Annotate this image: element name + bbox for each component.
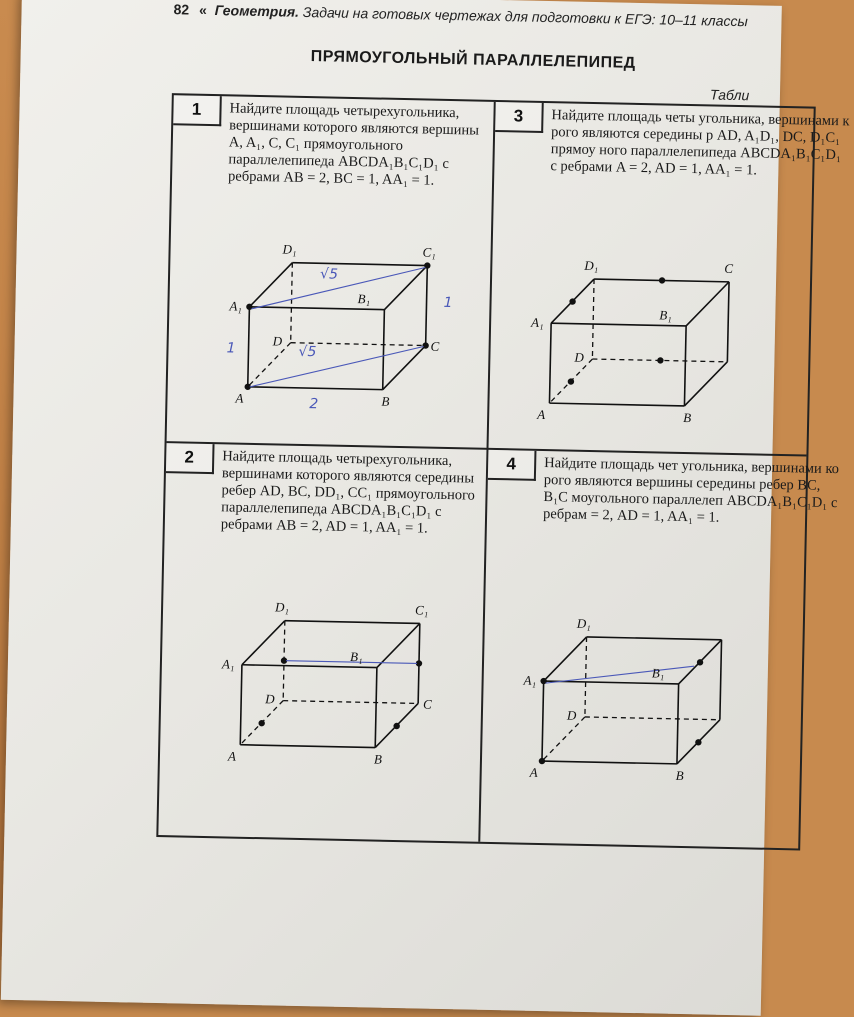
handwritten-diagonals bbox=[250, 264, 426, 391]
problem-number: 1 bbox=[173, 95, 222, 126]
vertex-label: A₁ bbox=[523, 672, 537, 688]
vertex-label: D₁ bbox=[282, 241, 297, 257]
parallelepiped-figure bbox=[220, 594, 464, 774]
vertex-label: C bbox=[422, 696, 432, 712]
vertex-label: B bbox=[675, 767, 684, 784]
vertex-label: A₁ bbox=[229, 298, 243, 314]
vertex-label: D bbox=[566, 707, 577, 723]
vertex-label: B bbox=[683, 409, 692, 426]
book-page bbox=[1, 0, 850, 1016]
vertex-label: D₁ bbox=[274, 599, 290, 615]
handwritten-note: 1 bbox=[443, 294, 453, 312]
vertex-label: B₁ bbox=[349, 649, 363, 665]
vertex-label: B₁ bbox=[651, 665, 665, 681]
vertex-label: B₁ bbox=[357, 291, 371, 307]
vertex-label: D₁ bbox=[584, 257, 599, 274]
parallelepiped-figure bbox=[227, 236, 471, 416]
vertex-label: C bbox=[724, 260, 734, 276]
vertex-label: D bbox=[574, 349, 584, 365]
parallelepiped-figure bbox=[529, 253, 773, 433]
vertex-label: B bbox=[373, 751, 383, 767]
vertex-label: A bbox=[537, 406, 546, 423]
running-header bbox=[173, 1, 747, 29]
header-subject: Геометрия. bbox=[214, 2, 300, 20]
handwritten-note: 1 bbox=[226, 340, 236, 357]
vertex-label: A bbox=[227, 748, 237, 764]
vertex-label: A bbox=[529, 764, 538, 780]
problem-4 bbox=[480, 450, 840, 849]
vertex-label: C₁ bbox=[422, 244, 436, 260]
vertex-label: D bbox=[272, 333, 283, 349]
problem-text: Найдите площадь четырехугольника, вершинами которого являются вершины A, A₁, C, C₁ прямоугольного параллелепипеда ABCDA₁B₁C₁D₁ с ребрами AB = 2, BC = 1, AA₁ = 1. bbox=[227, 100, 480, 189]
handwritten-note: √5 bbox=[298, 343, 317, 361]
problem-3 bbox=[489, 102, 850, 455]
handwritten-note: √5 bbox=[319, 266, 339, 283]
problem-number: 2 bbox=[166, 443, 215, 474]
vertex-label: A₁ bbox=[221, 656, 235, 672]
table-label: Табли bbox=[709, 86, 750, 104]
vertex-label: C₁ bbox=[414, 602, 429, 618]
problem-2 bbox=[158, 443, 486, 842]
vertex-label: D₁ bbox=[576, 615, 591, 632]
vertex-label: B₁ bbox=[659, 307, 672, 323]
section-title: ПРЯМОУГОЛЬНЫЙ ПАРАЛЛЕЛЕПИПЕД bbox=[310, 48, 636, 72]
problem-number: 4 bbox=[488, 450, 537, 481]
vertex-label: C bbox=[430, 338, 440, 354]
vertex-label: B bbox=[381, 393, 390, 409]
vertex-label: A₁ bbox=[530, 314, 544, 330]
problem-text: Найдите площадь чет угольника, вершинами ко рого являются вершины середины ребер BC, B₁C моугольного параллелеп ABCDA₁B₁C₁D₁ с ребрам = 2, AD = 1, AA₁ = 1. bbox=[542, 455, 840, 526]
problem-grid bbox=[156, 93, 850, 850]
vertex-label: A bbox=[235, 390, 244, 406]
problem-text: Найдите площадь четы угольника, вершинами к рого являются середины р AD, A₁D₁, DC, D₁C₁ прямоу ного параллелепипеда ABCDA₁B₁C₁D₁ с ребрами A = 2, AD = 1, AA₁ = 1. bbox=[550, 107, 850, 179]
problem-1 bbox=[167, 95, 494, 448]
problem-number: 3 bbox=[495, 102, 544, 133]
problem-text: Найдите площадь четырехугольника, вершинами которого являются середины ребер AD, BC, DD₁, CC₁ прямоугольного параллелепипеда ABCDA₁B₁C₁D₁ с ребрами AB = 2, AD = 1, AA₁ = 1. bbox=[220, 448, 476, 537]
parallelepiped-figure bbox=[521, 611, 765, 791]
vertex-label: D bbox=[265, 691, 275, 707]
header-description: Задачи на готовых чертежах для подготовки к ЕГЭ: 10–11 классы bbox=[302, 3, 748, 30]
handwritten-note: 2 bbox=[309, 396, 319, 413]
page-number: 82 bbox=[173, 1, 190, 18]
chevron-icon: « bbox=[198, 1, 208, 18]
